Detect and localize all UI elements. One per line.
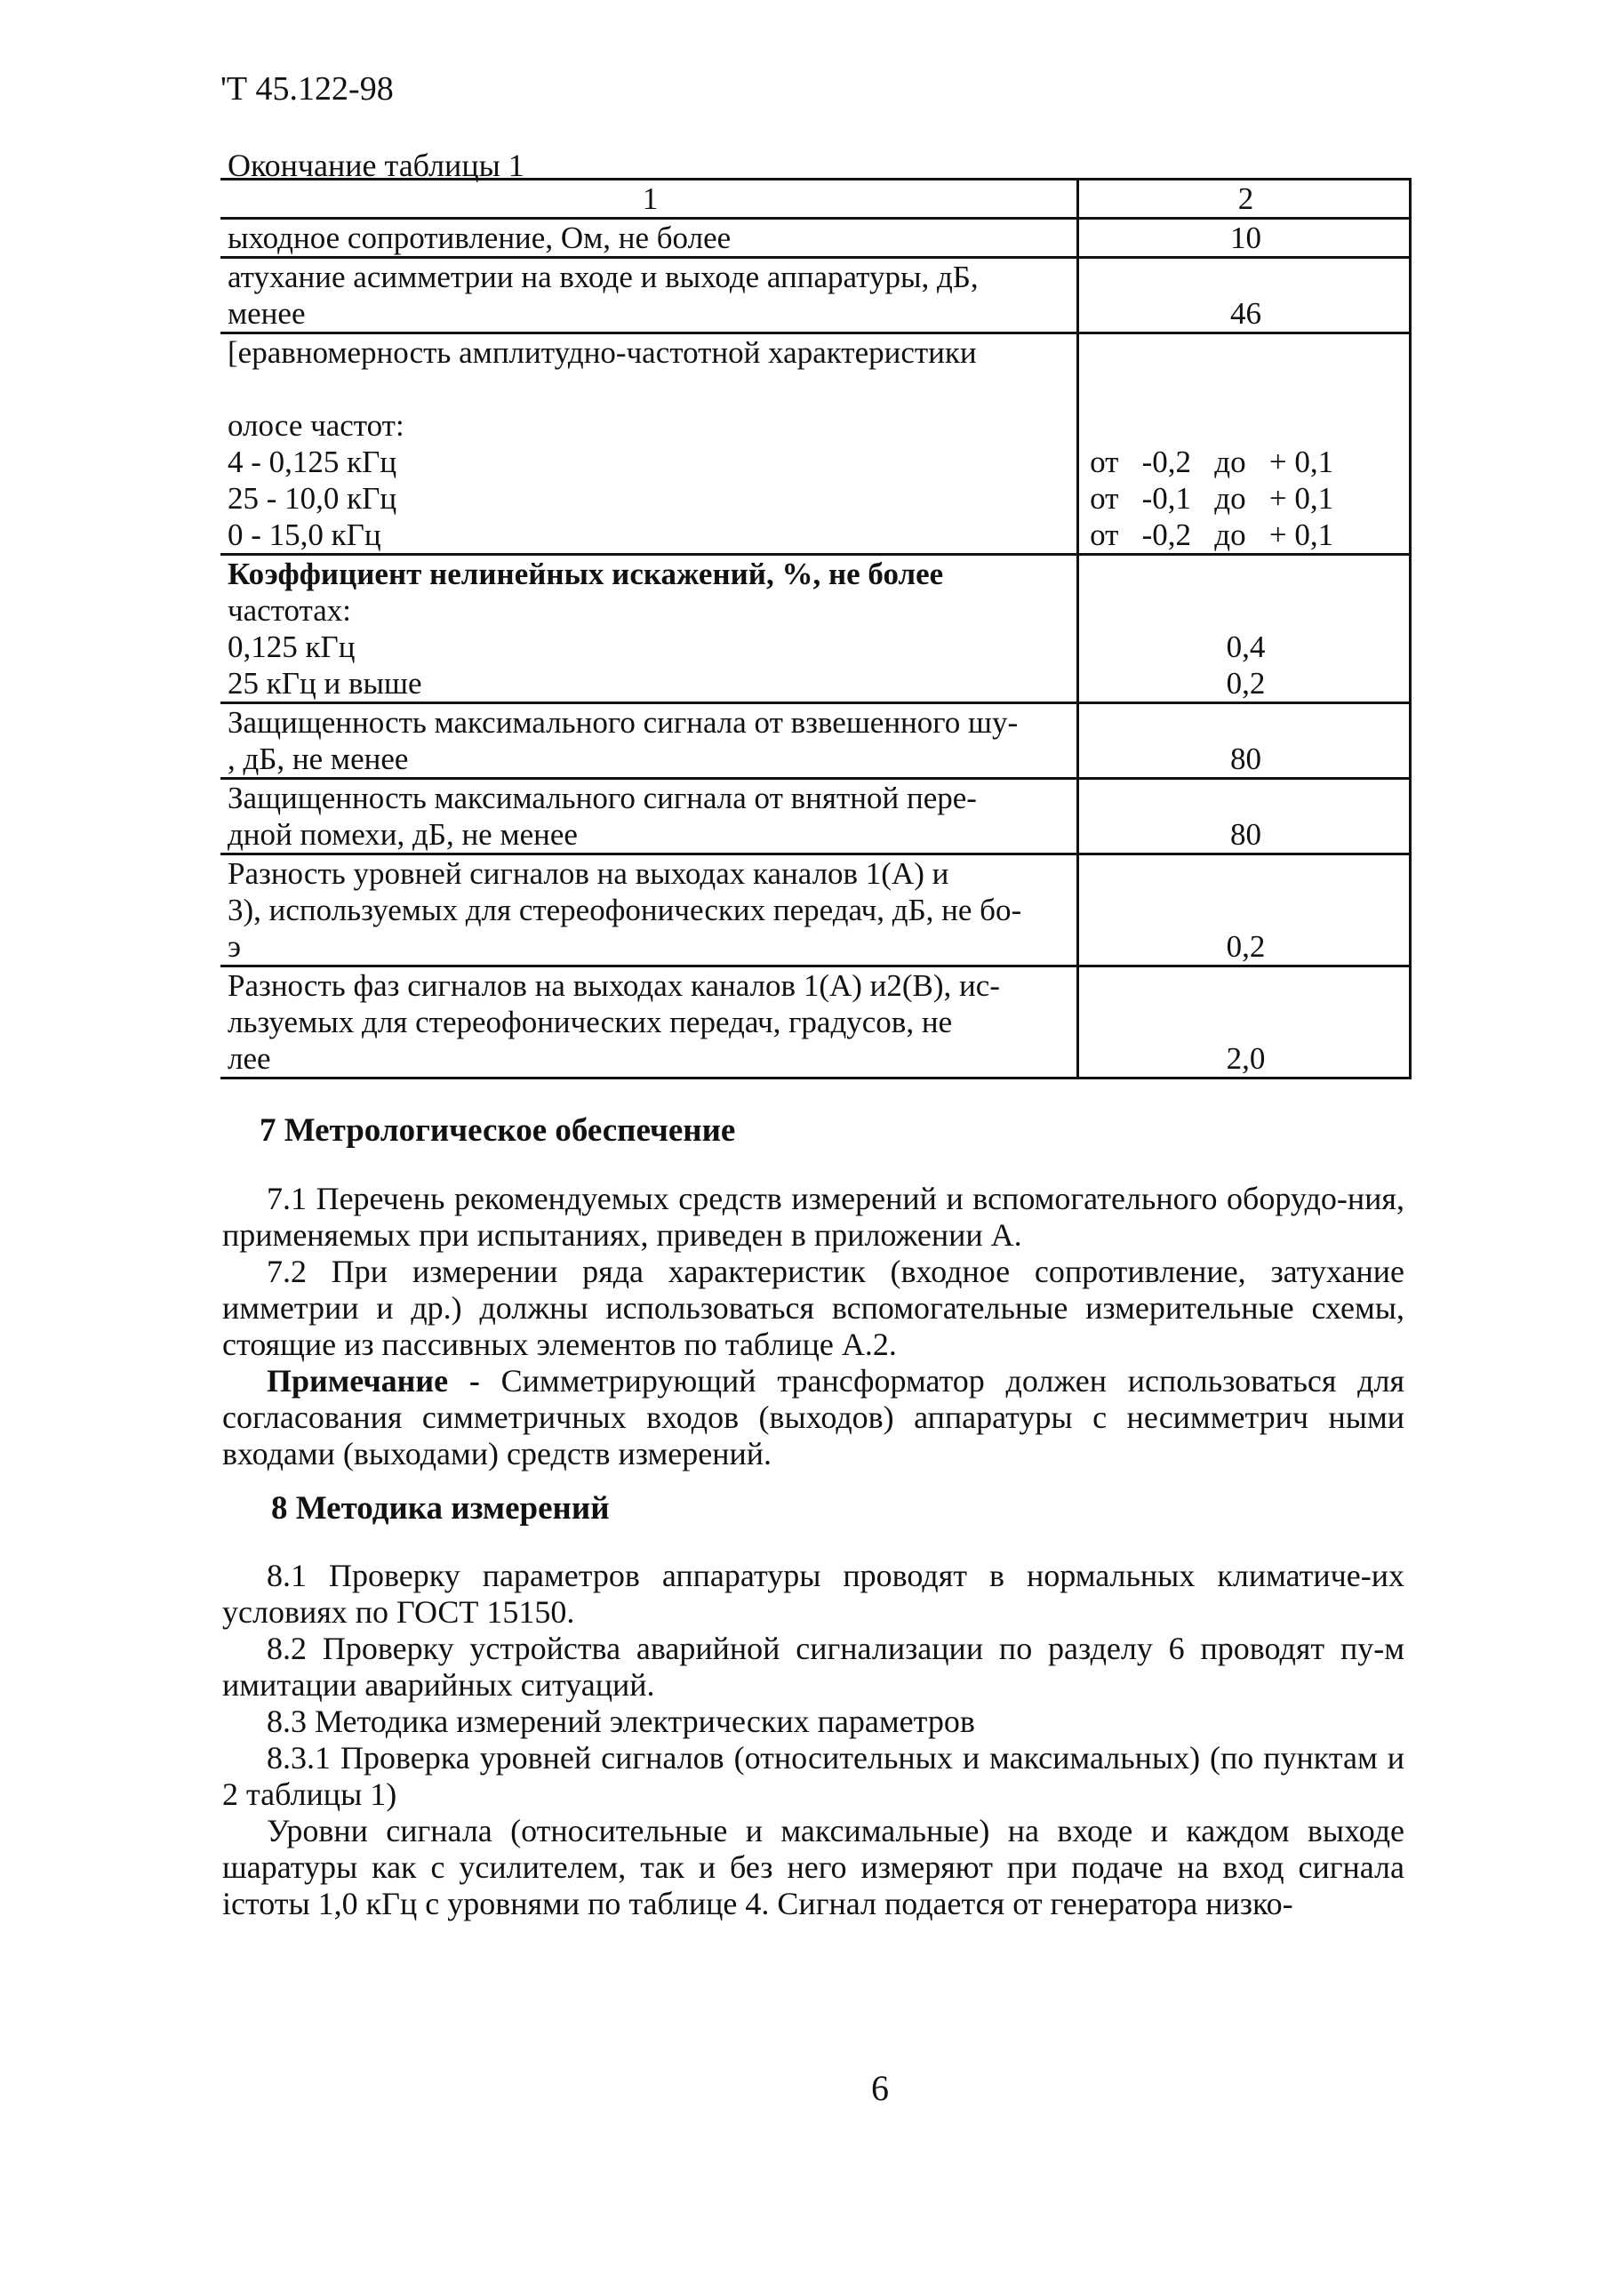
paragraph: 8.2 Проверку устройства аварийной сигнализации по разделу 6 проводят пу-м имитации аварийных ситуаций. <box>222 1631 1404 1703</box>
table-1 <box>220 178 1412 1079</box>
table-caption: Окончание таблицы 1 <box>228 148 524 183</box>
parameter-cell: Коэффициент нелинейных искажений, %, не более частотах: 0,125 кГц 25 кГц и выше <box>220 555 1078 703</box>
table-row <box>220 555 1411 703</box>
table-row <box>220 258 1411 333</box>
range-value: от -0,1 до + 0,1 <box>1090 481 1334 516</box>
section-7-body <box>222 1181 1404 1472</box>
value-cell: 2,0 <box>1078 966 1411 1078</box>
column-2-header: 2 <box>1078 180 1411 219</box>
value-cell: 80 <box>1078 703 1411 779</box>
table-row <box>220 966 1411 1078</box>
section-8-body <box>222 1558 1404 1922</box>
paragraph: 7.1 Перечень рекомендуемых средств измерений и вспомогательного оборудо-ния, применяемых при испытаниях, приведен в приложении А. <box>222 1181 1404 1253</box>
note-text: Симметрирующий трансформатор должен использоваться для согласования симметричных входов (выходов) аппаратуры с несимметрич ными входами (выходами) средств измерений. <box>222 1363 1405 1471</box>
paragraph: Уровни сигнала (относительные и максимальные) на входе и каждом выходе шаратуры как с усилителем, так и без него измеряют при подаче на вход сигнала істоты 1,0 кГц с уровнями по таблице 4. Сигнал подается от генератора низко- <box>222 1813 1404 1921</box>
page-number: 6 <box>871 2068 889 2108</box>
parameter-cell: атухание асимметрии на входе и выходе аппаратуры, дБ, менее <box>220 258 1078 333</box>
parameter-cell: [еравномерность амплитудно-частотной характеристики олосе частот: 4 - 0,125 кГц 25 - 10,0 кГц 0 - 15,0 кГц <box>220 333 1078 555</box>
value-cell: 80 <box>1078 779 1411 854</box>
paragraph: 8.3.1 Проверка уровней сигналов (относительных и максимальных) (по пунктам и 2 таблицы 1) <box>222 1740 1404 1812</box>
parameter-cell: ыходное сопротивление, Ом, не более <box>220 219 1078 258</box>
note-label: Примечание - <box>267 1363 480 1399</box>
parameter-cell: Защищенность максимального сигнала от взвешенного шу- , дБ, не менее <box>220 703 1078 779</box>
parameter-cell: Разность уровней сигналов на выходах каналов 1(А) и 3), используемых для стереофонических передач, дБ, не бо- э <box>220 854 1078 966</box>
table-row <box>220 703 1411 779</box>
value-cell: 0,2 <box>1078 854 1411 966</box>
column-1-header: 1 <box>220 180 1078 219</box>
table-row <box>220 219 1411 258</box>
section-7-title: 7 Метрологическое обеспечение <box>260 1112 736 1149</box>
parameter-cell: Защищенность максимального сигнала от внятной пере- дной помехи, дБ, не менее <box>220 779 1078 854</box>
table-row <box>220 779 1411 854</box>
section-8-title: 8 Методика измерений <box>271 1490 610 1527</box>
paragraph: 8.1 Проверку параметров аппаратуры проводят в нормальных климатиче-их условиях по ГОСТ 15150. <box>222 1558 1404 1630</box>
document-code: 'Т 45.122-98 <box>220 70 394 108</box>
note <box>222 1363 1404 1472</box>
table-row <box>220 854 1411 966</box>
value-cell <box>1078 333 1411 555</box>
table-row <box>220 333 1411 555</box>
value-cell: 46 <box>1078 258 1411 333</box>
range-value: от -0,2 до + 0,1 <box>1090 445 1334 479</box>
table-header-row <box>220 180 1411 219</box>
paragraph: 7.2 При измерении ряда характеристик (входное сопротивление, затухание имметрии и др.) должны использоваться вспомогательные измерительные схемы, стоящие из пассивных элементов по таблице А.2. <box>222 1254 1404 1362</box>
value-cell: 10 <box>1078 219 1411 258</box>
value-cell: 0,4 0,2 <box>1078 555 1411 703</box>
range-value: от -0,2 до + 0,1 <box>1090 517 1334 552</box>
parameter-cell: Разность фаз сигналов на выходах каналов 1(А) и2(В), ис- льзуемых для стереофонических передач, градусов, не лее <box>220 966 1078 1078</box>
paragraph: 8.3 Методика измерений электрических параметров <box>267 1704 975 1739</box>
